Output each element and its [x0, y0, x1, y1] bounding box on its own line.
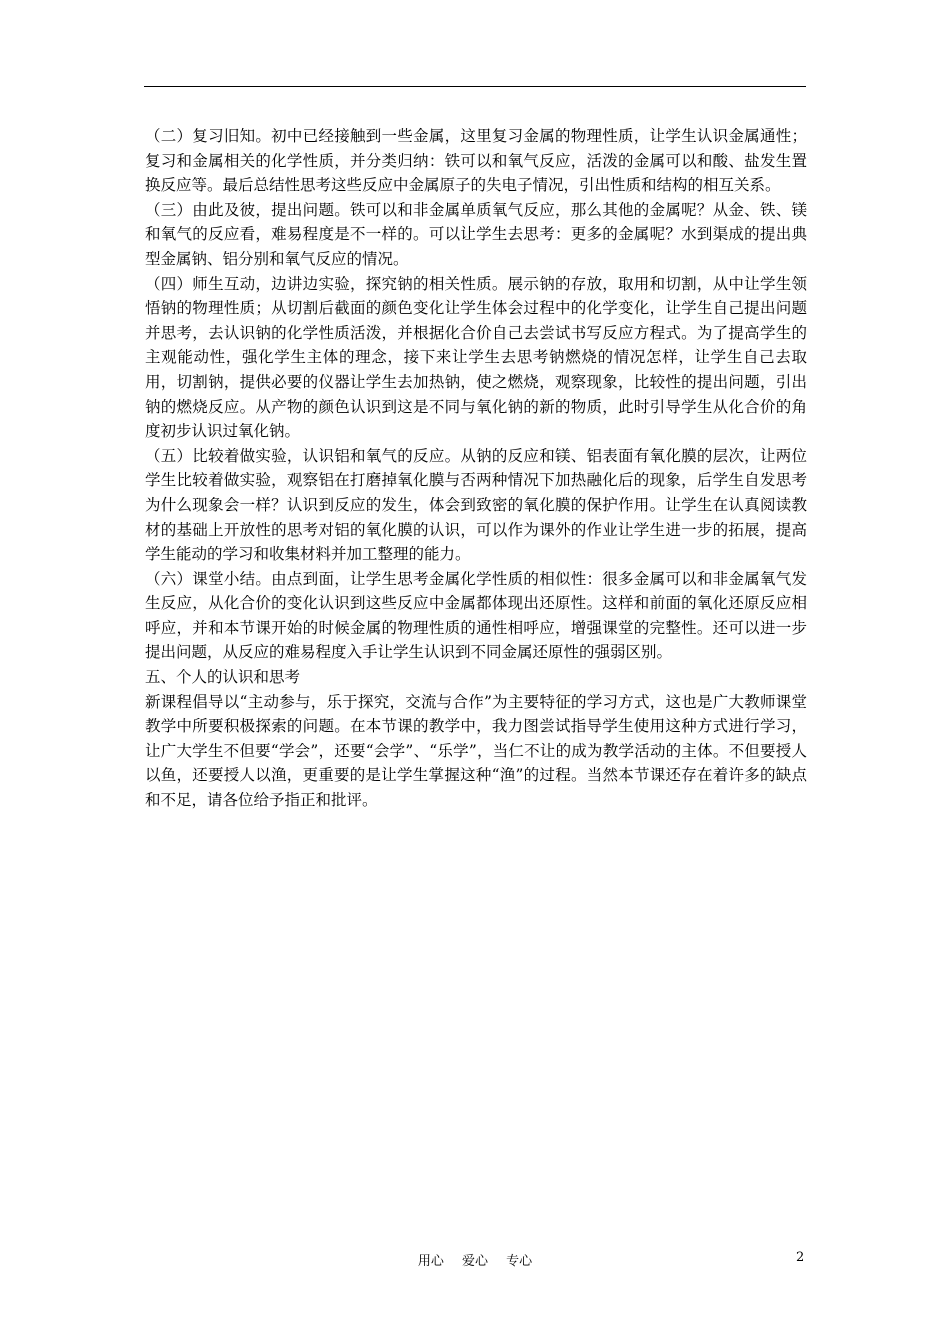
paragraph-aluminum: （五）比较着做实验，认识铝和氧气的反应。从钠的反应和镁、铝表面有氧化膜的层次，让两位学生比较着做实验，观察铝在打磨掉氧化膜与否两种情况下加热融化后的现象，后学生自发思考为什么现象会一样？认识到反应的发生，体会到致密的氧化膜的保护作用。让学生在认真阅读教材的基础上开放性的思考对铝的氧化膜的认识，可以作为课外的作业让学生进一步的拓展，提高学生能动的学习和收集材料并加工整理的能力。: [145, 446, 807, 564]
paragraph-summary: （六）课堂小结。由点到面，让学生思考金属化学性质的相似性：很多金属可以和非金属氧气发生反应，从化合价的变化认识到这些反应中金属都体现出还原性。这样和前面的氧化还原反应相呼应，并和本节课开始的时候金属的物理性质的通性相呼应，增强课堂的完整性。还可以进一步提出问题，从反应的难易程度入手让学生认识到不同金属还原性的强弱区别。: [145, 569, 807, 662]
paragraph-review: （二）复习旧知。初中已经接触到一些金属，这里复习金属的物理性质，让学生认识金属通性；复习和金属相关的化学性质，并分类归纳：铁可以和氧气反应，活泼的金属可以和酸、盐发生置换反应等。最后总结性思考这些反应中金属原子的失电子情况，引出性质和结构的相互关系。: [145, 127, 807, 195]
paragraph-reflection: 新课程倡导以“主动参与，乐于探究，交流与合作”为主要特征的学习方式，这也是广大教师课堂教学中所要积极探索的问题。在本节课的教学中，我力图尝试指导学生使用这种方式进行学习，让广大学生不但要“学会”，还要“会学”、“乐学”，当仁不让的成为教学活动的主体。不但要授人以鱼，还要授人以渔，更重要的是让学生掌握这种“渔”的过程。当然本节课还存在着许多的缺点和不足，请各位给予指正和批评。: [145, 692, 807, 810]
section-heading: 五、个人的认识和思考: [145, 668, 301, 687]
document-body: [145, 124, 807, 813]
page-number: 2: [796, 1250, 805, 1265]
footer-motto: 用心 爱心 专心: [417, 1254, 533, 1269]
paragraph-sodium: （四）师生互动，边讲边实验，探究钠的相关性质。展示钠的存放，取用和切割，从中让学生领悟钠的物理性质；从切割后截面的颜色变化让学生体会过程中的化学变化，让学生自己提出问题并思考，去认识钠的化学性质活泼，并根据化合价自己去尝试书写反应方程式。为了提高学生的主观能动性，强化学生主体的理念，接下来让学生去思考钠燃烧的情况怎样，让学生自己去取用，切割钠，提供必要的仪器让学生去加热钠，使之燃烧，观察现象，比较性的提出问题，引出钠的燃烧反应。从产物的颜色认识到这是不同与氧化钠的新的物质，此时引导学生从化合价的角度初步认识过氧化钠。: [145, 274, 807, 441]
paragraph-question: （三）由此及彼，提出问题。铁可以和非金属单质氧气反应，那么其他的金属呢？从金、铁、镁和氧气的反应看，难易程度是不一样的。可以让学生去思考：更多的金属呢？水到渠成的提出典型金属钠、铝分别和氧气反应的情况。: [145, 200, 807, 268]
header-rule: [144, 86, 806, 87]
